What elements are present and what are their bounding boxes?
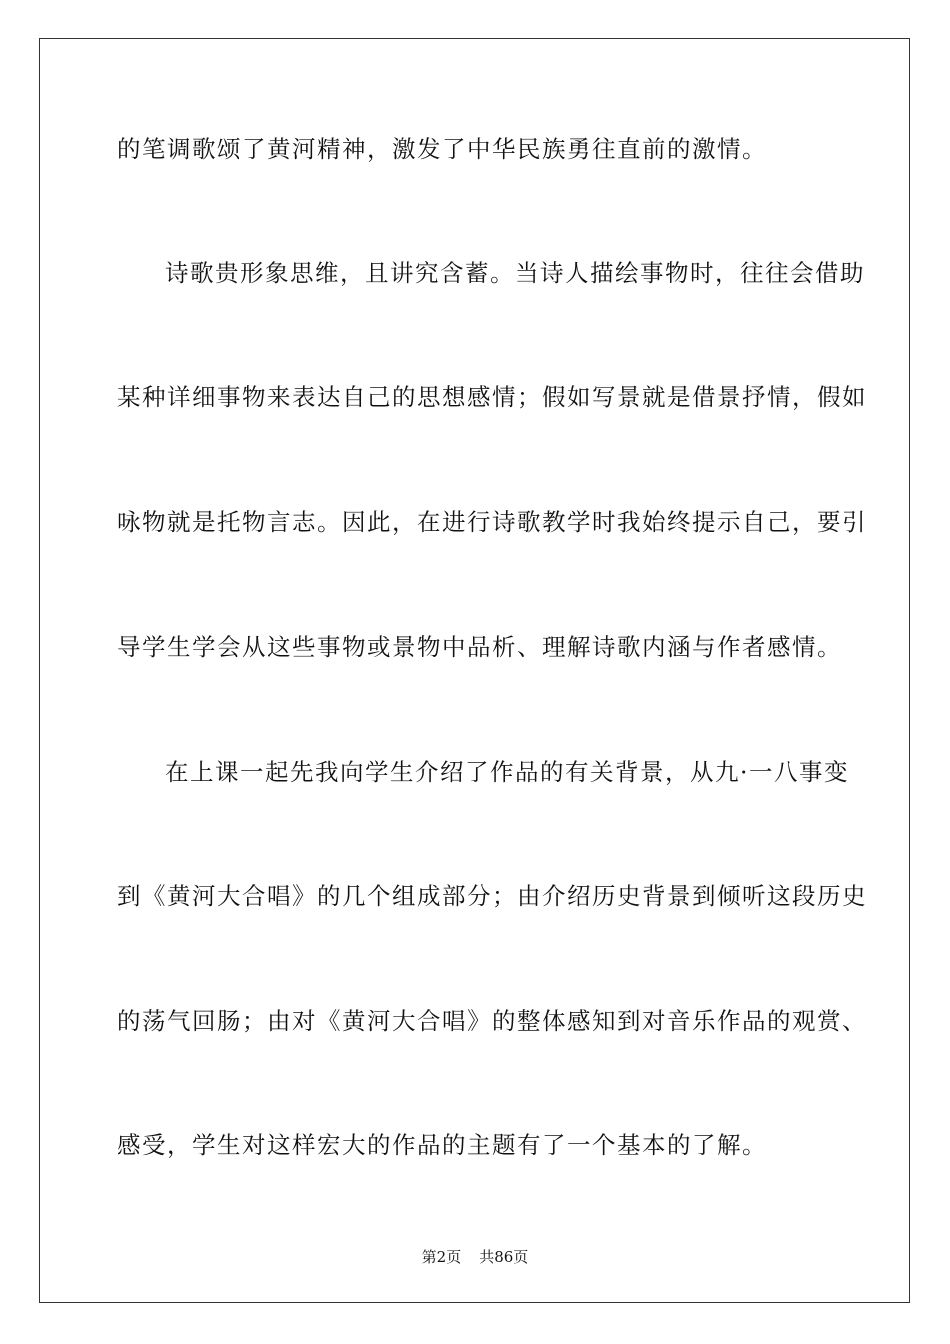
page-border xyxy=(39,38,910,1303)
text-line-4: 咏物就是托物言志。因此，在进行诗歌教学时我始终提示自己，要引 xyxy=(117,508,867,536)
text-line-5: 导学生学会从这些事物或景物中品析、理解诗歌内涵与作者感情。 xyxy=(117,633,842,661)
text-line-1: 的笔调歌颂了黄河精神，激发了中华民族勇往直前的激情。 xyxy=(117,135,767,163)
page-number-current: 第2页 xyxy=(421,1248,462,1266)
text-line-7: 到《黄河大合唱》的几个组成部分；由介绍历史背景到倾听这段历史 xyxy=(117,882,867,910)
text-line-3: 某种详细事物来表达自己的思想感情；假如写景就是借景抒情，假如 xyxy=(117,383,867,411)
text-line-2-paragraph-start: 诗歌贵形象思维，且讲究含蓄。当诗人描绘事物时，往往会借助 xyxy=(165,259,865,287)
page-number-total: 共86页 xyxy=(479,1248,529,1266)
text-line-6-paragraph-start: 在上课一起先我向学生介绍了作品的有关背景，从九·一八事变 xyxy=(165,758,849,786)
page-footer xyxy=(0,1248,950,1266)
text-line-8: 的荡气回肠；由对《黄河大合唱》的整体感知到对音乐作品的观赏、 xyxy=(117,1007,867,1035)
text-line-9: 感受，学生对这样宏大的作品的主题有了一个基本的了解。 xyxy=(117,1131,767,1159)
